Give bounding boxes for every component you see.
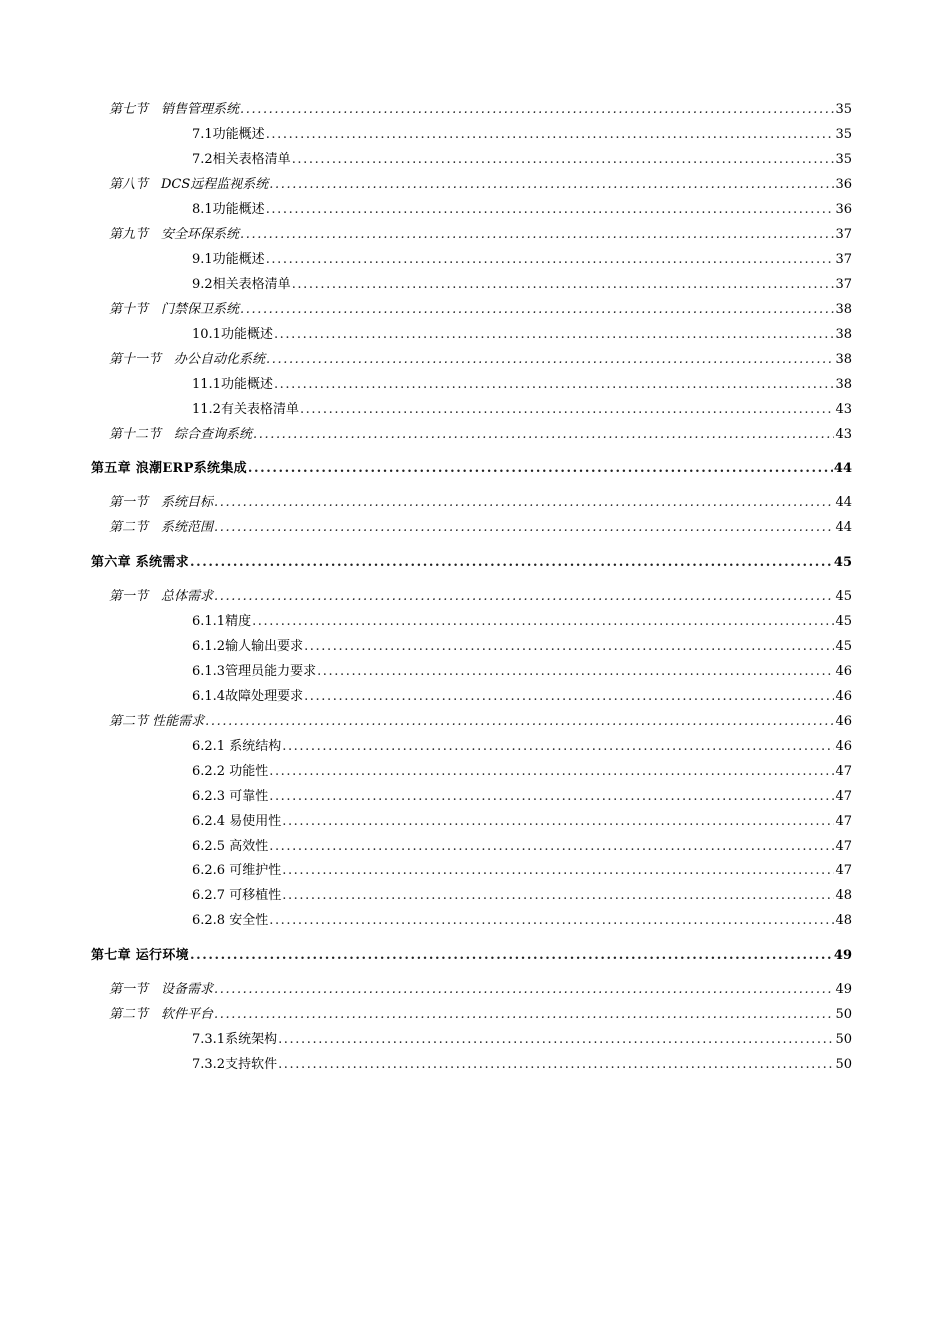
toc-entry-title: 6.2.1 系统结构 (192, 739, 282, 754)
toc-entry-title: 第五章 浪潮ERP系统集成 (91, 461, 247, 476)
toc-entry-page-number: 44 (835, 495, 852, 510)
toc-entry-title: 8.1功能概述 (192, 202, 265, 217)
toc-entry-level-3[interactable] (0, 123, 950, 143)
dot-leader (269, 764, 834, 780)
toc-entry-level-3[interactable] (0, 835, 950, 855)
toc-entry-title: 6.1.1精度 (192, 614, 252, 629)
toc-entry-title: 6.2.5 高效性 (192, 839, 269, 854)
dot-leader (253, 427, 834, 443)
dot-leader (274, 327, 835, 343)
toc-entry-page-number: 38 (835, 302, 852, 317)
toc-entry-level-2[interactable] (0, 173, 950, 193)
dot-leader (240, 102, 834, 118)
toc-entry-level-2[interactable] (0, 978, 950, 998)
dot-leader (205, 714, 834, 730)
toc-entry-title: 7.1功能概述 (192, 127, 265, 142)
dot-leader (269, 839, 834, 855)
dot-leader (266, 127, 835, 143)
dot-leader (214, 1007, 834, 1023)
dot-leader (214, 495, 834, 511)
toc-entry-page-number: 48 (835, 888, 852, 903)
toc-entry-page-number: 46 (835, 664, 852, 679)
toc-entry-level-2[interactable] (0, 423, 950, 443)
toc-entry-title: 6.2.7 可移植性 (192, 888, 282, 903)
toc-entry-page-number: 37 (835, 227, 852, 242)
toc-entry-page-number: 47 (835, 863, 852, 878)
toc-entry-page-number: 50 (835, 1007, 852, 1022)
toc-entry-title: 第十一节 办公自动化系统 (109, 352, 266, 367)
toc-entry-level-1[interactable] (0, 457, 950, 477)
toc-entry-page-number: 46 (835, 739, 852, 754)
toc-entry-title: 第二节 系统范围 (109, 520, 214, 535)
toc-entry-page-number: 35 (835, 102, 852, 117)
toc-entry-page-number: 38 (835, 352, 852, 367)
toc-entry-level-3[interactable] (0, 884, 950, 904)
dot-leader (190, 948, 833, 964)
toc-entry-page-number: 38 (835, 377, 852, 392)
dot-leader (304, 639, 834, 655)
toc-entry-page-number: 48 (835, 913, 852, 928)
toc-entry-page-number: 36 (835, 202, 852, 217)
toc-entry-level-3[interactable] (0, 1028, 950, 1048)
toc-entry-level-3[interactable] (0, 810, 950, 830)
toc-entry-level-2[interactable] (0, 491, 950, 511)
toc-entry-page-number: 50 (835, 1057, 852, 1072)
dot-leader (269, 789, 834, 805)
toc-entry-level-3[interactable] (0, 909, 950, 929)
toc-entry-page-number: 44 (835, 520, 852, 535)
toc-entry-title: 6.1.4故障处理要求 (192, 689, 304, 704)
toc-entry-page-number: 45 (835, 614, 852, 629)
dot-leader (190, 555, 833, 571)
toc-entry-level-3[interactable] (0, 785, 950, 805)
toc-entry-level-2[interactable] (0, 223, 950, 243)
toc-entry-level-3[interactable] (0, 760, 950, 780)
dot-leader (214, 982, 834, 998)
toc-entry-page-number: 49 (833, 948, 852, 963)
dot-leader (304, 689, 834, 705)
toc-entry-page-number: 46 (835, 689, 852, 704)
toc-entry-level-2[interactable] (0, 710, 950, 730)
dot-leader (266, 252, 835, 268)
dot-leader (214, 520, 834, 536)
toc-entry-level-2[interactable] (0, 98, 950, 118)
dot-leader (282, 888, 834, 904)
toc-entry-title: 第七章 运行环境 (91, 948, 189, 963)
dot-leader (300, 402, 835, 418)
toc-entry-level-3[interactable] (0, 373, 950, 393)
toc-entry-title: 7.2相关表格清单 (192, 152, 291, 167)
toc-entry-title: 7.3.1系统架构 (192, 1032, 278, 1047)
toc-entry-page-number: 38 (835, 327, 852, 342)
toc-entry-title: 6.1.3管理员能力要求 (192, 664, 317, 679)
toc-entry-title: 10.1功能概述 (192, 327, 273, 342)
toc-entry-level-2[interactable] (0, 516, 950, 536)
toc-entry-level-2[interactable] (0, 1003, 950, 1023)
toc-entry-page-number: 35 (835, 127, 852, 142)
toc-entry-page-number: 44 (833, 461, 852, 476)
toc-entry-page-number: 37 (835, 252, 852, 267)
dot-leader (269, 177, 834, 193)
dot-leader (292, 277, 835, 293)
toc-entry-page-number: 50 (835, 1032, 852, 1047)
toc-entry-title: 6.2.2 功能性 (192, 764, 269, 779)
toc-entry-page-number: 36 (835, 177, 852, 192)
toc-entry-level-3[interactable] (0, 148, 950, 168)
toc-entry-page-number: 43 (835, 402, 852, 417)
toc-entry-level-3[interactable] (0, 248, 950, 268)
toc-entry-title: 6.2.4 易使用性 (192, 814, 282, 829)
toc-entry-level-3[interactable] (0, 735, 950, 755)
toc-entry-level-3[interactable] (0, 610, 950, 630)
toc-entry-page-number: 46 (835, 714, 852, 729)
toc-entry-title: 第二节 性能需求 (109, 714, 205, 729)
dot-leader (240, 302, 834, 318)
toc-entry-title: 第十二节 综合查询系统 (109, 427, 253, 442)
toc-entry-title: 第二节 软件平台 (109, 1007, 214, 1022)
toc-entry-level-3[interactable] (0, 660, 950, 680)
dot-leader (274, 377, 835, 393)
toc-entry-page-number: 47 (835, 764, 852, 779)
toc-entry-title: 9.1功能概述 (192, 252, 265, 267)
toc-entry-level-3[interactable] (0, 273, 950, 293)
toc-entry-page-number: 37 (835, 277, 852, 292)
dot-leader (292, 152, 835, 168)
toc-entry-title: 7.3.2支持软件 (192, 1057, 278, 1072)
toc-entry-level-3[interactable] (0, 1053, 950, 1073)
toc-entry-title: 6.2.6 可维护性 (192, 863, 282, 878)
toc-entry-level-2[interactable] (0, 298, 950, 318)
toc-entry-level-2[interactable] (0, 348, 950, 368)
toc-entry-title: 第九节 安全环保系统 (109, 227, 240, 242)
toc-entry-level-1[interactable] (0, 551, 950, 571)
dot-leader (266, 352, 834, 368)
toc-entry-title: 第十节 门禁保卫系统 (109, 302, 240, 317)
toc-entry-title: 6.2.8 安全性 (192, 913, 269, 928)
dot-leader (252, 614, 834, 630)
toc-entry-title: 第一节 系统目标 (109, 495, 214, 510)
toc-entry-level-3[interactable] (0, 198, 950, 218)
toc-entry-level-3[interactable] (0, 635, 950, 655)
toc-entry-page-number: 35 (835, 152, 852, 167)
toc-entry-title: 第一节 设备需求 (109, 982, 214, 997)
toc-entry-title: 9.2相关表格清单 (192, 277, 291, 292)
toc-entry-page-number: 43 (835, 427, 852, 442)
toc-entry-page-number: 45 (835, 589, 852, 604)
toc-entry-title: 6.1.2输人输出要求 (192, 639, 304, 654)
dot-leader (317, 664, 834, 680)
dot-leader (282, 814, 834, 830)
toc-entry-title: 11.2有关表格清单 (192, 402, 299, 417)
toc-entry-title: 6.2.3 可靠性 (192, 789, 269, 804)
toc-entry-title: 第八节 DCS远程监视系统 (109, 177, 269, 192)
dot-leader (282, 863, 834, 879)
toc-entry-level-3[interactable] (0, 859, 950, 879)
toc-entry-level-1[interactable] (0, 944, 950, 964)
dot-leader (240, 227, 834, 243)
toc-entry-page-number: 47 (835, 789, 852, 804)
toc-entry-title: 11.1功能概述 (192, 377, 273, 392)
dot-leader (248, 461, 833, 477)
toc-entry-level-3[interactable] (0, 323, 950, 343)
toc-entry-title: 第一节 总体需求 (109, 589, 214, 604)
toc-entry-page-number: 45 (835, 639, 852, 654)
dot-leader (282, 739, 834, 755)
toc-entry-level-3[interactable] (0, 685, 950, 705)
toc-entry-title: 第六章 系统需求 (91, 555, 189, 570)
toc-entry-page-number: 45 (833, 555, 852, 570)
toc-entry-level-2[interactable] (0, 585, 950, 605)
dot-leader (278, 1032, 834, 1048)
toc-entry-page-number: 47 (835, 814, 852, 829)
toc-entry-page-number: 47 (835, 839, 852, 854)
toc-entry-page-number: 49 (835, 982, 852, 997)
dot-leader (214, 589, 834, 605)
dot-leader (278, 1057, 834, 1073)
toc-entry-level-3[interactable] (0, 398, 950, 418)
toc-entry-title: 第七节 销售管理系统 (109, 102, 240, 117)
dot-leader (269, 913, 834, 929)
dot-leader (266, 202, 835, 218)
